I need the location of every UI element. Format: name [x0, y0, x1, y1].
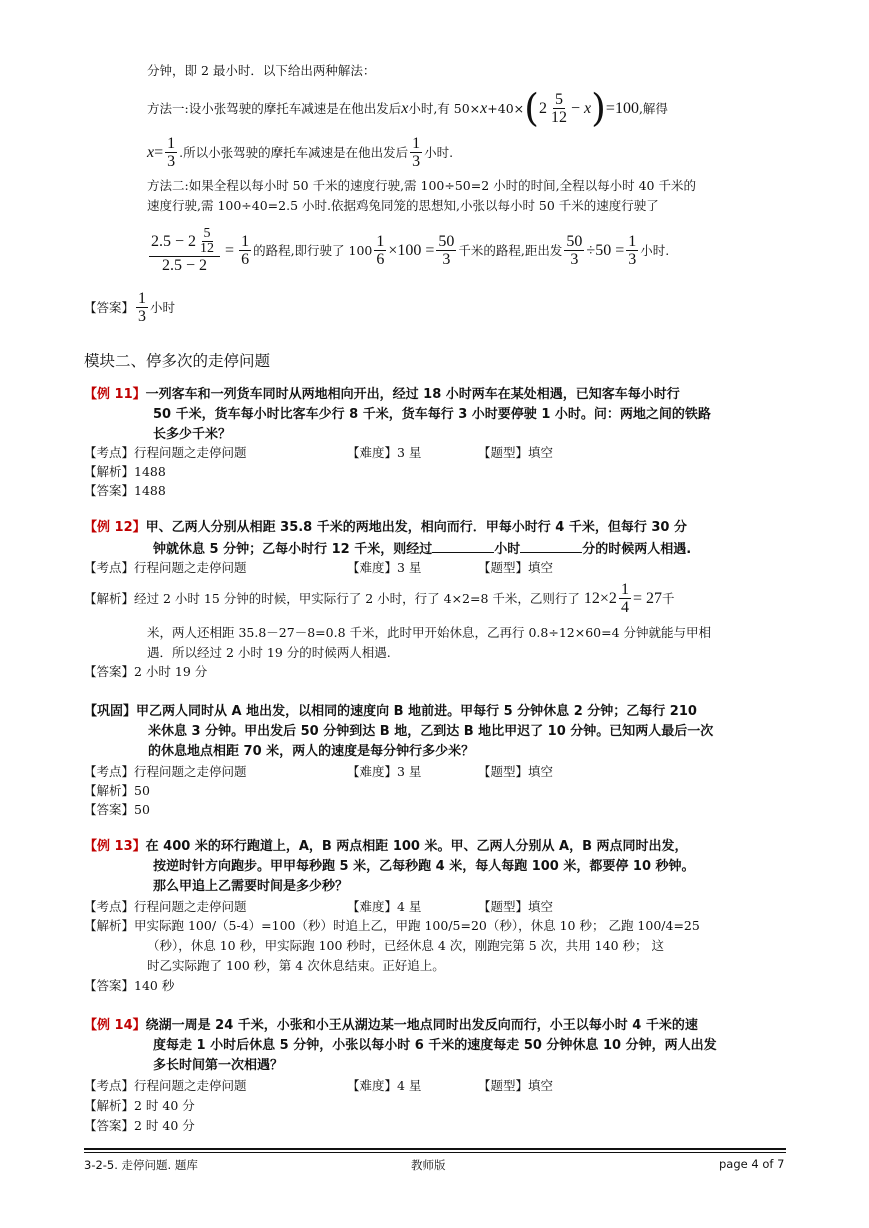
fraction-1-3: $\frac{1}{3}$ [628, 232, 637, 268]
method2-text4: ÷50 = [586, 241, 625, 259]
kaodian: 【考点】行程问题之走停问题 [84, 899, 247, 914]
var-x: x [583, 99, 592, 117]
method2-fraction-line [147, 216, 669, 284]
minus-sign: − [570, 99, 580, 117]
question-type: 【题型】填空 [478, 1078, 554, 1093]
equals-sign: = [154, 143, 164, 161]
method1-prefix: 方法一:设小张驾驶的摩托车减速是在他出发后 [147, 100, 402, 116]
example-13-line2: 按逆时针方向跑步。甲甲每秒跑 5 米，乙每秒跑 4 米，每人每跑 100 米，都要停 10 秒钟。 [153, 859, 695, 874]
example-11-line1: 【例 11】一列客车和一列货车同时从两地相向开出，经过 18 小时两车在某处相遇，已知客车每小时行 [84, 387, 680, 402]
difficulty: 【难度】3 星 [347, 560, 422, 575]
equals-100: =100 [605, 99, 639, 117]
example-11-answer: 【答案】1488 [84, 483, 166, 498]
question-type: 【题型】填空 [478, 764, 554, 779]
var-x: x [480, 99, 488, 117]
example-11-analysis: 【解析】1488 [84, 464, 166, 479]
difficulty: 【难度】3 星 [347, 764, 422, 779]
example-12-answer: 【答案】2 小时 19 分 [84, 664, 208, 679]
example-13-answer: 【答案】140 秒 [84, 978, 175, 993]
answer-blank[interactable] [432, 538, 494, 553]
fraction-5-12: $\frac{5}{12}$ [550, 90, 567, 126]
question-type: 【题型】填空 [478, 899, 554, 914]
example-12-analysis-line2: 米，两人还相距 35.8－27－8=0.8 千米，此时甲开始休息，乙再行 0.8÷12×60=4 分钟就能与甲相 [147, 625, 712, 640]
answer-label: 【答案】 [84, 299, 135, 315]
fraction-50-3: $\frac{50}{3}$ [438, 232, 455, 268]
example-tag: 【例 12】 [84, 520, 146, 535]
kaodian: 【考点】行程问题之走停问题 [84, 445, 247, 460]
compound-fraction [149, 227, 220, 274]
method2-line2: 速度行驶,需 100÷40=2.5 小时.依据鸡兔同笼的思想知,小张以每小时 50 千米的速度行驶了 [147, 198, 659, 213]
footer-left: 3-2-5. 走停问题. 题库 [84, 1158, 198, 1172]
gonggu-line1: 【巩固】甲乙两人同时从 A 地出发，以相同的速度向 B 地前进。甲每行 5 分钟休息 2 分钟；乙每行 210 [84, 704, 697, 719]
footer-rule-thick [84, 1148, 786, 1150]
example-14-line1: 【例 14】绕湖一周是 24 千米，小张和小王从湖边某一地点同时出发反向而行，小王以每小时 4 千米的速 [84, 1018, 698, 1033]
method2-text2: ×100 = [388, 241, 435, 259]
example-12-line1: 【例 12】甲、乙两人分别从相距 35.8 千米的两地出发，相向而行．甲每小时行 4 千米，但每行 30 分 [84, 520, 687, 535]
kaodian: 【考点】行程问题之走停问题 [84, 764, 247, 779]
difficulty: 【难度】4 星 [347, 1078, 422, 1093]
method1-mid2: +40× [487, 100, 525, 116]
method1-result-line [147, 132, 453, 172]
fraction-1-3: $\frac{1}{3}$ [412, 134, 421, 170]
gonggu-line3: 的休息地点相距 70 米，两人的速度是每分钟行多少米？ [148, 744, 475, 759]
example-13-line3: 那么甲追上乙需要时间是多少秒？ [153, 879, 349, 894]
example-11-line2: 50 千米，货车每小时比客车少行 8 千米，货车每行 3 小时要停驶 1 小时。问：两地之间的铁路 [153, 407, 711, 422]
fraction-1-4: $\frac{1}{4}$ [620, 580, 629, 616]
compound-denominator: 2.5 − 2 [162, 256, 208, 274]
example-13-analysis-line1: 【解析】甲实际跑 100/（5-4）=100（秒）时追上乙，甲跑 100/5=20（秒），休息 10 秒； 乙跑 100/4=25 [84, 918, 700, 933]
method2-text5: 小时. [640, 242, 670, 258]
kaodian: 【考点】行程问题之走停问题 [84, 1078, 247, 1093]
compound-numerator: 2.5 − 2 [151, 232, 197, 250]
fraction-5-12: $\frac{5}{12}$ [200, 225, 215, 256]
example-12-line2: 钟就休息 5 分钟；乙每小时行 12 千米，则经过 小时 分的时候两人相遇. [153, 538, 691, 560]
example-tag: 【例 13】 [84, 839, 146, 854]
left-paren: ( [524, 86, 539, 130]
mixed-whole: 2 [538, 99, 547, 117]
example-12-analysis-line3: 遇．所以经过 2 小时 19 分的时候两人相遇. [147, 645, 391, 660]
right-paren: ) [591, 86, 606, 130]
example-12-analysis-line1: 【解析】经过 2 小时 15 分钟的时候，甲实际行了 2 小时，行了 4×2=8 千米，乙则行了 12×2 $\frac{1}{4}$ = 27 千 [84, 580, 675, 616]
answer-blank[interactable] [520, 538, 582, 553]
example-tag: 【例 14】 [84, 1018, 146, 1033]
intro-line1: 分钟，即 2 最小时．以下给出两种解法： [147, 63, 376, 78]
gonggu-answer: 【答案】50 [84, 802, 150, 817]
method1-line [147, 86, 668, 130]
method2-text1: 的路程,即行驶了 100 [253, 242, 373, 258]
method1-tail: ,解得 [638, 100, 668, 116]
example-tag: 【例 11】 [84, 387, 146, 402]
fraction-1-3: $\frac{1}{3}$ [138, 289, 147, 325]
method1-result-tail: 小时. [424, 144, 454, 160]
method1-mid: 小时,有 50× [408, 100, 481, 116]
footer-rule-thin [84, 1152, 786, 1153]
example-13-analysis-line3: 时乙实际跑了 100 秒，第 4 次休息结束。正好追上。 [147, 958, 445, 973]
gonggu-analysis: 【解析】50 [84, 783, 150, 798]
mixed-number: 12×2 [583, 589, 617, 607]
section-title: 模块二、停多次的走停问题 [84, 352, 271, 370]
example-13-line1: 【例 13】在 400 米的环行跑道上，A，B 两点相距 100 米。甲、乙两人分别从 A，B 两点同时出发， [84, 839, 688, 854]
kaodian: 【考点】行程问题之走停问题 [84, 560, 247, 575]
fraction-1-6: $\frac{1}{6}$ [376, 232, 385, 268]
example-14-analysis: 【解析】2 时 40 分 [84, 1098, 195, 1113]
example-11-line3: 长多少千米？ [153, 427, 232, 442]
method1-result-text: .所以小张驾驶的摩托车减速是在他出发后 [179, 144, 409, 160]
difficulty: 【难度】3 星 [347, 445, 422, 460]
footer-center: 教师版 [411, 1158, 446, 1172]
answer-unit: 小时 [150, 299, 176, 315]
example-14-answer: 【答案】2 时 40 分 [84, 1118, 195, 1133]
method2-text3: 千米的路程,距出发 [458, 242, 563, 258]
footer-page-number: page 4 of 7 [719, 1157, 785, 1171]
example-14-line3: 多长时间第一次相遇？ [153, 1058, 284, 1073]
example-13-analysis-line2: （秒），休息 10 秒，甲实际跑 100 秒时，已经休息 4 次，刚跑完第 5 次，共用 140 秒； 这 [147, 938, 664, 953]
method2-line1: 方法二:如果全程以每小时 50 千米的速度行驶,需 100÷50=2 小时的时间,全程以每小时 40 千米的 [147, 178, 696, 193]
fraction-50-3: $\frac{50}{3}$ [566, 232, 583, 268]
question-type: 【题型】填空 [478, 445, 554, 460]
question-type: 【题型】填空 [478, 560, 554, 575]
intro-answer [84, 286, 175, 328]
difficulty: 【难度】4 星 [347, 899, 422, 914]
var-x: x [147, 143, 155, 161]
var-x: x [401, 99, 409, 117]
equals-sign: = [225, 241, 235, 259]
fraction-1-3: $\frac{1}{3}$ [167, 134, 176, 170]
example-14-line2: 度每走 1 小时后休息 5 分钟，小张以每小时 6 千米的速度每走 50 分钟休息 10 分钟，两人出发 [153, 1038, 717, 1053]
example-tag: 【巩固】 [84, 704, 137, 719]
fraction-1-6: $\frac{1}{6}$ [241, 232, 250, 268]
gonggu-line2: 米休息 3 分钟。甲出发后 50 分钟到达 B 地，乙到达 B 地比甲迟了 10 分钟。已知两人最后一次 [148, 724, 714, 739]
